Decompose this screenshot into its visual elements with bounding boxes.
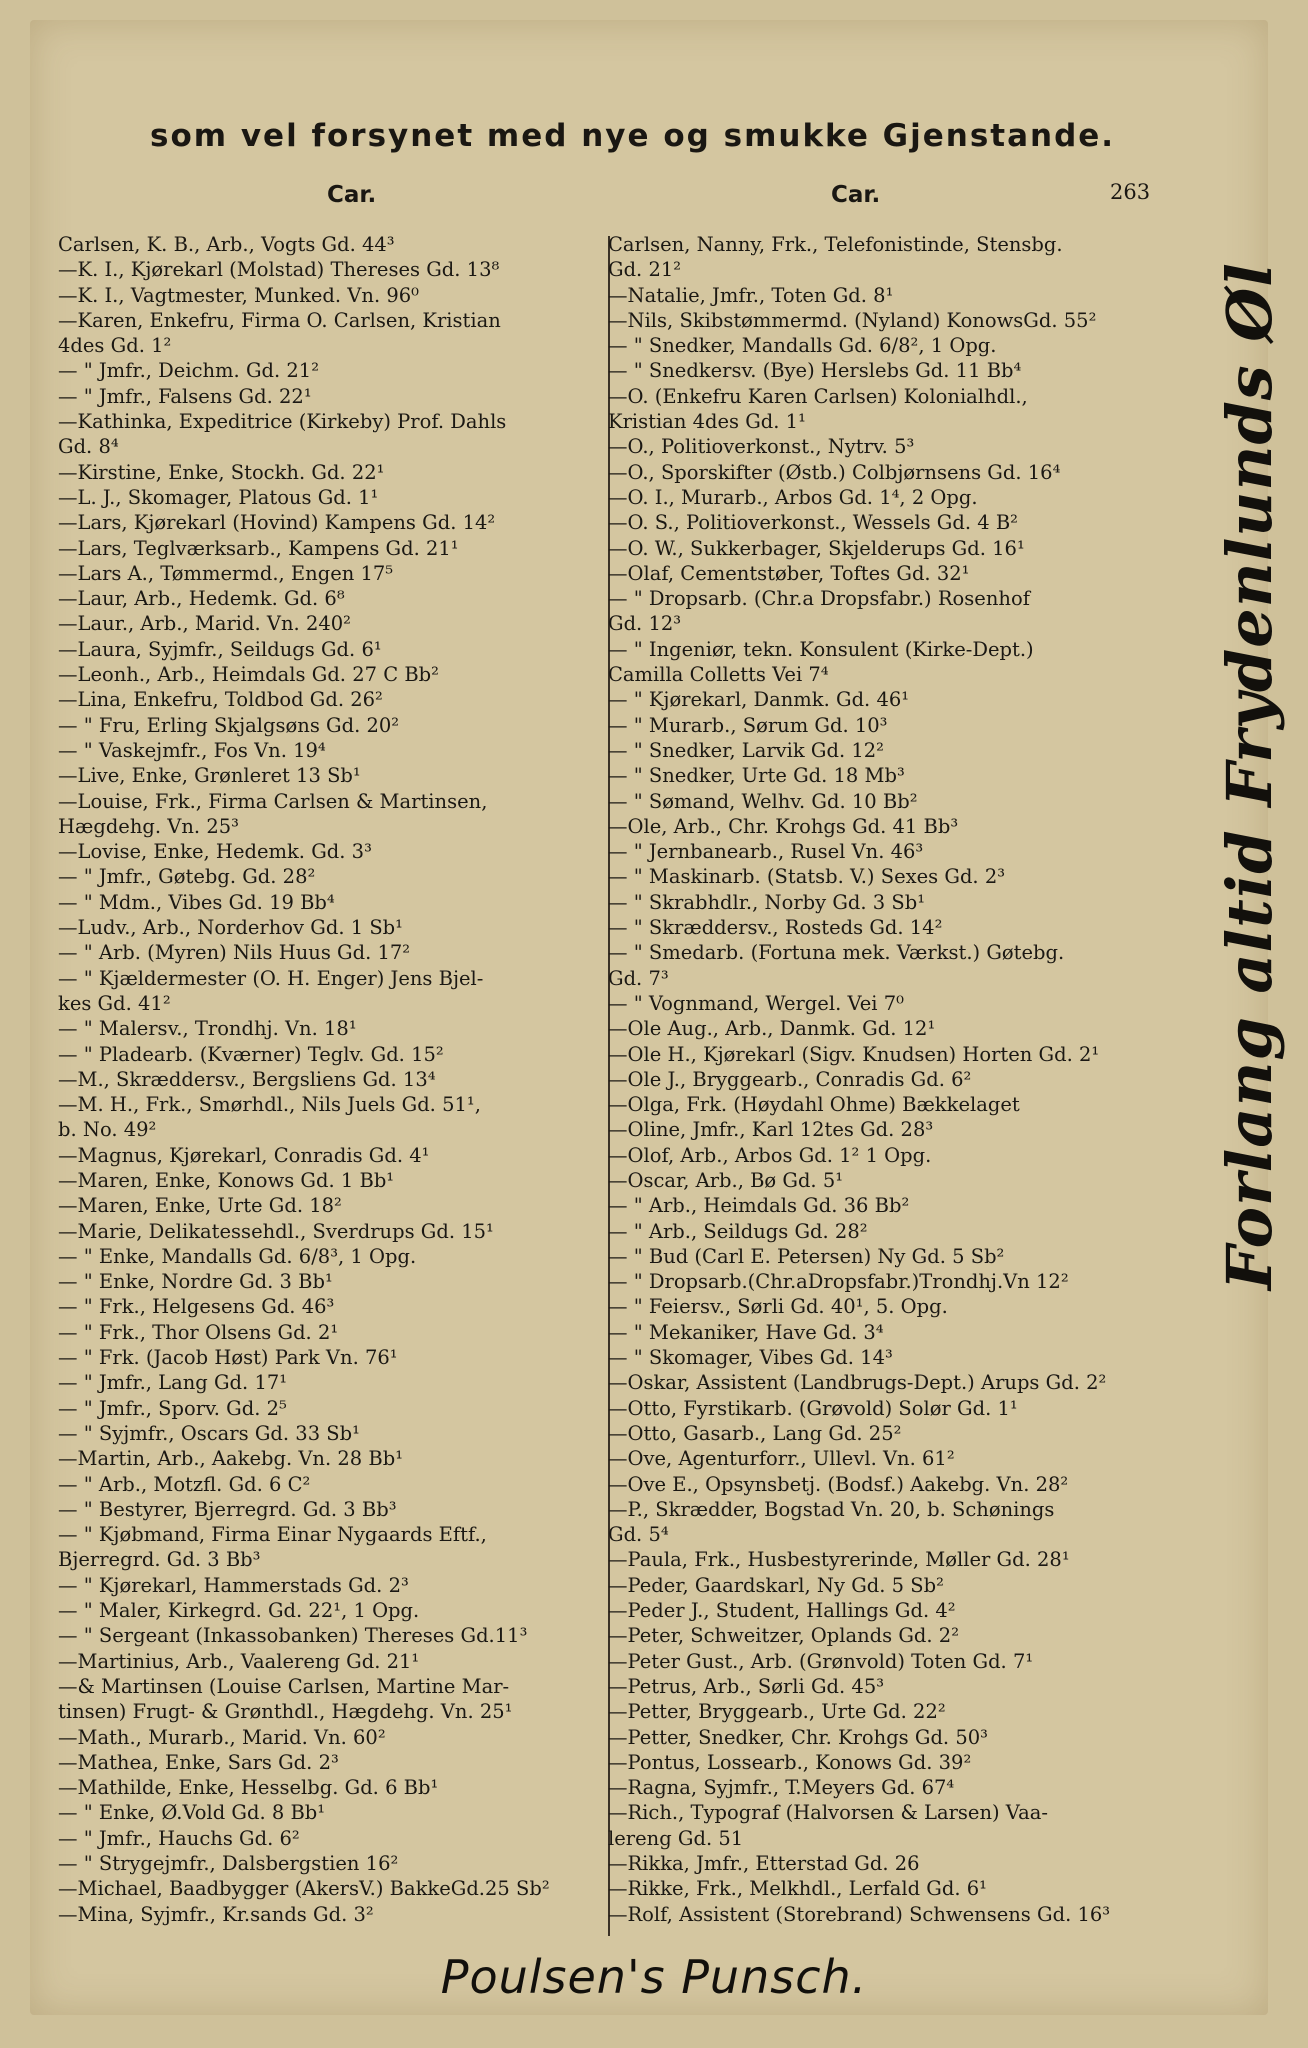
directory-entry-line: b. No. 49² xyxy=(58,1118,157,1142)
directory-entry-line: —Ole Aug., Arb., Danmk. Gd. 12¹ xyxy=(608,1017,936,1041)
directory-entry-line: —K. I., Vagtmester, Munked. Vn. 96⁰ xyxy=(58,283,419,307)
directory-entry-line: —Kirstine, Enke, Stockh. Gd. 22¹ xyxy=(58,460,385,484)
directory-entry-line: — " Bud (Carl E. Petersen) Ny Gd. 5 Sb² xyxy=(608,1244,1005,1268)
directory-entry-line: —O. W., Sukkerbager, Skjelderups Gd. 16¹ xyxy=(608,536,1025,560)
directory-entry-line: Gd. 21² xyxy=(608,258,682,282)
directory-entry-line: — " Jmfr., Falsens Gd. 22¹ xyxy=(58,384,312,408)
directory-entry-line: —M. H., Frk., Smørhdl., Nils Juels Gd. 51¹, xyxy=(58,1093,481,1117)
directory-entry-line: — " Jmfr., Gøtebg. Gd. 28² xyxy=(58,865,316,889)
directory-entry-line: —Magnus, Kjørekarl, Conradis Gd. 4¹ xyxy=(58,1143,430,1167)
directory-entry-line: — " Enke, Nordre Gd. 3 Bb¹ xyxy=(58,1270,333,1294)
directory-entry-line: — " Dropsarb. (Chr.a Dropsfabr.) Rosenhof xyxy=(608,587,1030,611)
directory-entry-line: —Peder J., Student, Hallings Gd. 4² xyxy=(608,1599,956,1623)
directory-entry-line: — " Frk., Thor Olsens Gd. 2¹ xyxy=(58,1320,339,1344)
directory-entry-line: —Laura, Syjmfr., Seildugs Gd. 6¹ xyxy=(58,637,382,661)
side-advertisement: Forlang altid Frydenlunds Øl xyxy=(1213,262,1286,1290)
directory-entry-line: —Louise, Frk., Firma Carlsen & Martinsen, xyxy=(58,789,488,813)
directory-entry-line: — " Snedker, Mandalls Gd. 6/8², 1 Opg. xyxy=(608,334,997,358)
directory-entry-line: — " Strygejmfr., Dalsbergstien 16² xyxy=(58,1852,399,1875)
directory-entry-line: — " Arb., Heimdals Gd. 36 Bb² xyxy=(608,1194,910,1218)
directory-entry-line: —Otto, Gasarb., Lang Gd. 25² xyxy=(608,1421,902,1445)
directory-entry-line: —Natalie, Jmfr., Toten Gd. 8¹ xyxy=(608,283,894,307)
top-advertisement-banner: som vel forsynet med nye og smukke Gjenstande. xyxy=(150,118,1116,154)
directory-entry-line: — " Vaskejmfr., Fos Vn. 19⁴ xyxy=(58,738,326,762)
directory-entry-line: —Pontus, Lossearb., Konows Gd. 39² xyxy=(608,1750,972,1774)
directory-entry-line: Gd. 5⁴ xyxy=(608,1523,669,1547)
directory-entry-line: —Kathinka, Expeditrice (Kirkeby) Prof. Dahls xyxy=(58,410,507,434)
directory-entry-line: —Oscar, Arb., Bø Gd. 5¹ xyxy=(608,1168,844,1192)
directory-entry-line: —Marie, Delikatessehdl., Sverdrups Gd. 15¹ xyxy=(58,1219,494,1243)
directory-entry-line: —Nils, Skibstømmermd. (Nyland) KonowsGd. 55² xyxy=(608,308,1097,332)
directory-entry-line: — " Jmfr., Hauchs Gd. 6² xyxy=(58,1826,300,1850)
directory-entry-line: —Peder, Gaardskarl, Ny Gd. 5 Sb² xyxy=(608,1573,944,1597)
directory-entry-line: Carlsen, Nanny, Frk., Telefonistinde, Stensbg. xyxy=(608,233,1063,256)
directory-entry-line: — " Sømand, Welhv. Gd. 10 Bb² xyxy=(608,789,918,813)
directory-entry-line: —Maren, Enke, Konows Gd. 1 Bb¹ xyxy=(58,1168,395,1192)
directory-entry-line: —O. (Enkefru Karen Carlsen) Kolonialhdl., xyxy=(608,384,1028,408)
directory-entry-line: —O. S., Politioverkonst., Wessels Gd. 4 B² xyxy=(608,511,1018,535)
directory-entry-line: — " Dropsarb.(Chr.aDropsfabr.)Trondhj.Vn 12² xyxy=(608,1270,1069,1294)
directory-entry-line: —L. J., Skomager, Platous Gd. 1¹ xyxy=(58,485,379,509)
directory-entry-line: — " Sergeant (Inkassobanken) Thereses Gd.11³ xyxy=(58,1624,528,1648)
directory-entry-line: —Laur., Arb., Marid. Vn. 240² xyxy=(58,612,351,636)
directory-entry-line: Gd. 8⁴ xyxy=(58,435,119,459)
directory-entry-line: — " Syjmfr., Oscars Gd. 33 Sb¹ xyxy=(58,1421,360,1445)
directory-entry-line: —Leonh., Arb., Heimdals Gd. 27 C Bb² xyxy=(58,663,439,687)
directory-entry-line: —Ole, Arb., Chr. Krohgs Gd. 41 Bb³ xyxy=(608,814,959,838)
page-number: 263 xyxy=(1110,180,1151,204)
directory-entry-line: — " Snedker, Larvik Gd. 12² xyxy=(608,738,884,762)
directory-entry-line: — " Mdm., Vibes Gd. 19 Bb⁴ xyxy=(58,890,335,914)
directory-entry-line: —Ragna, Syjmfr., T.Meyers Gd. 67⁴ xyxy=(608,1776,955,1800)
directory-entry-line: — " Pladearb. (Kværner) Teglv. Gd. 15² xyxy=(58,1042,444,1066)
directory-entry-line: Camilla Colletts Vei 7⁴ xyxy=(608,663,829,687)
directory-entry-line: — " Arb. (Myren) Nils Huus Gd. 17² xyxy=(58,941,411,965)
directory-entry-line: —Oline, Jmfr., Karl 12tes Gd. 28³ xyxy=(608,1118,934,1142)
directory-entry-line: —Petrus, Arb., Sørli Gd. 45³ xyxy=(608,1674,885,1698)
directory-entry-line: kes Gd. 41² xyxy=(58,991,171,1015)
directory-entry-line: 4des Gd. 1² xyxy=(58,334,172,358)
directory-entry-line: —Martin, Arb., Aakebg. Vn. 28 Bb¹ xyxy=(58,1447,404,1471)
directory-entry-line: — " Mekaniker, Have Gd. 3⁴ xyxy=(608,1320,884,1344)
directory-entry-line: —Mathea, Enke, Sars Gd. 2³ xyxy=(58,1750,339,1774)
directory-entry-line: —K. I., Kjørekarl (Molstad) Thereses Gd. 13⁸ xyxy=(58,258,500,282)
directory-entry-line: —Lars A., Tømmermd., Engen 17⁵ xyxy=(58,561,394,585)
directory-entry-line: Bjerregrd. Gd. 3 Bb³ xyxy=(58,1548,261,1572)
directory-entry-line: — " Bestyrer, Bjerregrd. Gd. 3 Bb³ xyxy=(58,1497,397,1521)
directory-entry-line: — " Jmfr., Sporv. Gd. 2⁵ xyxy=(58,1396,287,1420)
directory-entry-line: — " Skomager, Vibes Gd. 14³ xyxy=(608,1346,893,1370)
directory-entry-line: — " Murarb., Sørum Gd. 10³ xyxy=(608,713,888,737)
directory-entry-line: —Lina, Enkefru, Toldbod Gd. 26² xyxy=(58,688,383,712)
directory-entry-line: — " Skræddersv., Rosteds Gd. 14² xyxy=(608,916,943,940)
directory-entry-line: — " Kjøbmand, Firma Einar Nygaards Eftf., xyxy=(58,1523,487,1547)
directory-entry-line: —M., Skræddersv., Bergsliens Gd. 13⁴ xyxy=(58,1067,436,1091)
directory-entry-line: — " Fru, Erling Skjalgsøns Gd. 20² xyxy=(58,713,400,737)
directory-entry-line: —Ludv., Arb., Norderhov Gd. 1 Sb¹ xyxy=(58,916,403,940)
directory-entry-line: —Lars, Teglværksarb., Kampens Gd. 21¹ xyxy=(58,536,459,560)
directory-entry-line: —Rolf, Assistent (Storebrand) Schwensens Gd. 16³ xyxy=(608,1902,1111,1926)
directory-entry-line: —Paula, Frk., Husbestyrerinde, Møller Gd. 28¹ xyxy=(608,1548,1070,1572)
directory-entry-line: — " Frk. (Jacob Høst) Park Vn. 76¹ xyxy=(58,1346,398,1370)
left-column-entries xyxy=(58,232,603,1927)
directory-entry-line: — " Ingeniør, tekn. Konsulent (Kirke-Dept.) xyxy=(608,637,1034,661)
directory-entry-line: — " Arb., Motzfl. Gd. 6 C² xyxy=(58,1472,311,1496)
directory-entry-line: —Maren, Enke, Urte Gd. 18² xyxy=(58,1194,342,1218)
directory-entry-line: —O., Politioverkonst., Nytrv. 5³ xyxy=(608,435,915,459)
directory-entry-line: —Karen, Enkefru, Firma O. Carlsen, Kristian xyxy=(58,308,501,332)
directory-entry-line: — " Kjørekarl, Hammerstads Gd. 2³ xyxy=(58,1573,409,1597)
directory-entry-line: —Petter, Snedker, Chr. Krohgs Gd. 50³ xyxy=(608,1725,988,1749)
directory-entry-line: —Ove, Agenturforr., Ullevl. Vn. 61² xyxy=(608,1447,955,1471)
directory-entry-line: — " Kjældermester (O. H. Enger) Jens Bjel- xyxy=(58,966,484,990)
directory-entry-line: —Laur, Arb., Hedemk. Gd. 6⁸ xyxy=(58,587,345,611)
directory-entry-line: —Mina, Syjmfr., Kr.sands Gd. 3² xyxy=(58,1902,374,1926)
directory-entry-line: — " Jmfr., Deichm. Gd. 21² xyxy=(58,359,320,383)
directory-entry-line: —& Martinsen (Louise Carlsen, Martine Mar- xyxy=(58,1674,510,1698)
directory-entry-line: —Math., Murarb., Marid. Vn. 60² xyxy=(58,1725,386,1749)
directory-entry-line: —Ove E., Opsynsbetj. (Bodsf.) Aakebg. Vn. 28² xyxy=(608,1472,1069,1496)
directory-entry-line: —Rich., Typograf (Halvorsen & Larsen) Vaa- xyxy=(608,1801,1048,1825)
directory-entry-line: —Ole J., Bryggearb., Conradis Gd. 6² xyxy=(608,1067,972,1091)
directory-entry-line: —Lovise, Enke, Hedemk. Gd. 3³ xyxy=(58,840,372,864)
directory-entry-line: —Peter Gust., Arb. (Grønvold) Toten Gd. 7¹ xyxy=(608,1649,1034,1673)
directory-entry-line: Carlsen, K. B., Arb., Vogts Gd. 44³ xyxy=(58,233,395,256)
directory-entry-line: Gd. 12³ xyxy=(608,612,682,636)
directory-entry-line: lereng Gd. 51 xyxy=(608,1826,744,1850)
directory-entry-line: —Oskar, Assistent (Landbrugs-Dept.) Arups Gd. 2² xyxy=(608,1371,1107,1395)
directory-entry-line: —Olga, Frk. (Høydahl Ohme) Bækkelaget xyxy=(608,1093,1020,1117)
directory-entry-line: — " Maskinarb. (Statsb. V.) Sexes Gd. 2³ xyxy=(608,865,1006,889)
directory-entry-line: —Olof, Arb., Arbos Gd. 1² 1 Opg. xyxy=(608,1143,932,1167)
directory-entry-line: tinsen) Frugt- & Grønthdl., Hægdehg. Vn. 25¹ xyxy=(58,1700,513,1724)
directory-entry-line: — " Arb., Seildugs Gd. 28² xyxy=(608,1219,868,1243)
directory-entry-line: —Peter, Schweitzer, Oplands Gd. 2² xyxy=(608,1624,960,1648)
directory-entry-line: — " Vognmand, Wergel. Vei 7⁰ xyxy=(608,991,904,1015)
directory-entry-line: — " Enke, Ø.Vold Gd. 8 Bb¹ xyxy=(58,1801,326,1825)
left-column-heading: Car. xyxy=(327,182,377,208)
directory-entry-line: —Martinius, Arb., Vaalereng Gd. 21¹ xyxy=(58,1649,420,1673)
directory-entry-line: — " Enke, Mandalls Gd. 6/8³, 1 Opg. xyxy=(58,1244,417,1268)
directory-entry-line: — " Frk., Helgesens Gd. 46³ xyxy=(58,1295,335,1319)
directory-entry-line: — " Maler, Kirkegrd. Gd. 22¹, 1 Opg. xyxy=(58,1599,420,1623)
directory-entry-line: —Lars, Kjørekarl (Hovind) Kampens Gd. 14² xyxy=(58,511,496,535)
directory-entry-line: Gd. 7³ xyxy=(608,966,669,990)
directory-entry-line: — " Jmfr., Lang Gd. 17¹ xyxy=(58,1371,288,1395)
directory-entry-line: — " Snedkersv. (Bye) Herslebs Gd. 11 Bb⁴ xyxy=(608,359,1022,383)
directory-entry-line: — " Smedarb. (Fortuna mek. Værkst.) Gøtebg. xyxy=(608,941,1065,965)
directory-entry-line: —P., Skrædder, Bogstad Vn. 20, b. Schønings xyxy=(608,1497,1055,1521)
directory-entry-line: — " Snedker, Urte Gd. 18 Mb³ xyxy=(608,764,905,788)
footer-advertisement: Poulsen's Punsch. xyxy=(440,1950,868,2004)
directory-entry-line: — " Jernbanearb., Rusel Vn. 46³ xyxy=(608,840,924,864)
directory-entry-line: —O., Sporskifter (Østb.) Colbjørnsens Gd. 16⁴ xyxy=(608,460,1061,484)
right-column-heading: Car. xyxy=(831,182,881,208)
directory-entry-line: —Live, Enke, Grønleret 13 Sb¹ xyxy=(58,764,361,788)
directory-entry-line: —Michael, Baadbygger (AkersV.) BakkeGd.25 Sb² xyxy=(58,1877,550,1901)
directory-entry-line: —Ole H., Kjørekarl (Sigv. Knudsen) Horten Gd. 2¹ xyxy=(608,1042,1100,1066)
directory-entry-line: Hægdehg. Vn. 25³ xyxy=(58,814,239,838)
directory-entry-line: —Otto, Fyrstikarb. (Grøvold) Solør Gd. 1¹ xyxy=(608,1396,1018,1420)
directory-entry-line: Kristian 4des Gd. 1¹ xyxy=(608,410,806,434)
directory-entry-line: — " Feiersv., Sørli Gd. 40¹, 5. Opg. xyxy=(608,1295,948,1319)
right-column-entries xyxy=(608,232,1153,1927)
directory-entry-line: — " Malersv., Trondhj. Vn. 18¹ xyxy=(58,1017,357,1041)
directory-entry-line: —Mathilde, Enke, Hesselbg. Gd. 6 Bb¹ xyxy=(58,1776,439,1800)
directory-entry-line: — " Kjørekarl, Danmk. Gd. 46¹ xyxy=(608,688,910,712)
directory-entry-line: —Rikke, Frk., Melkhdl., Lerfald Gd. 6¹ xyxy=(608,1877,987,1901)
directory-entry-line: —Rikka, Jmfr., Etterstad Gd. 26 xyxy=(608,1852,920,1875)
directory-entry-line: — " Skrabhdlr., Norby Gd. 3 Sb¹ xyxy=(608,890,926,914)
directory-entry-line: —Petter, Bryggearb., Urte Gd. 22² xyxy=(608,1700,946,1724)
directory-entry-line: —Olaf, Cementstøber, Toftes Gd. 32¹ xyxy=(608,561,970,585)
directory-entry-line: —O. I., Murarb., Arbos Gd. 1⁴, 2 Opg. xyxy=(608,485,978,509)
